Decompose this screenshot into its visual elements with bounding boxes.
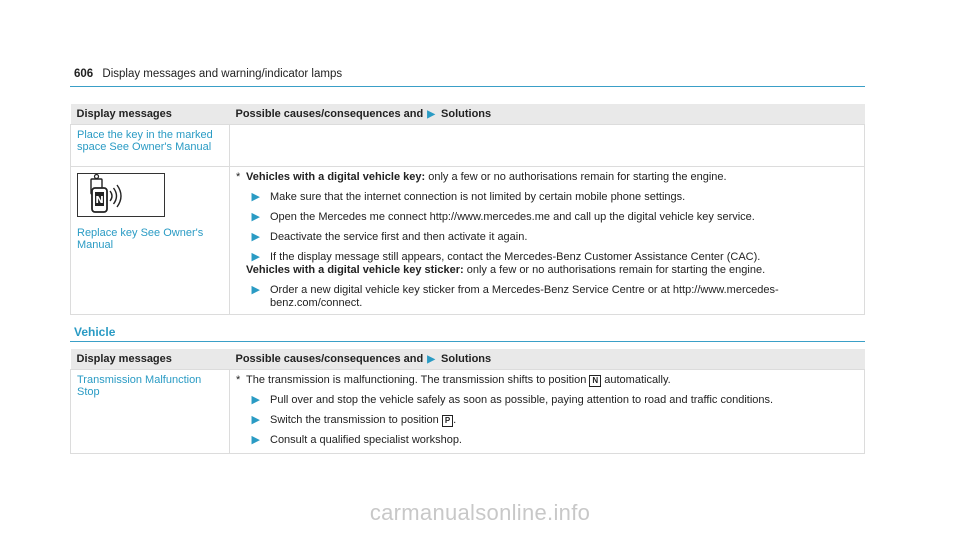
- solution-step: ▶ Pull over and stop the vehicle safely as soon as possible, paying attention to road and traffic conditions.: [236, 394, 858, 407]
- table-header-row: [71, 104, 865, 125]
- watermark: carmanualsonline.info: [369, 500, 591, 525]
- vehicle-messages-table: [70, 349, 865, 454]
- table-row: [71, 370, 865, 454]
- message-place-key: Place the key in the marked space See Owner's Manual: [71, 125, 230, 167]
- gear-p-symbol: P: [442, 415, 453, 427]
- col-causes-header: Possible causes/consequences and ▶ Solutions: [230, 104, 865, 125]
- col-display-messages-header: Display messages: [71, 104, 230, 125]
- message-replace-key: Replace key See Owner's Manual: [77, 227, 204, 251]
- cause-digital-key: * Vehicles with a digital vehicle key: only a few or no authorisations remain for starting the engine.: [236, 171, 727, 183]
- page-header: [74, 68, 342, 80]
- arrow-icon: ▶: [251, 394, 260, 406]
- arrow-icon: ▶: [251, 231, 260, 243]
- arrow-icon: ▶: [251, 434, 260, 446]
- solution-step: ▶ Make sure that the internet connection is not limited by certain mobile phone settings.: [236, 191, 858, 204]
- arrow-icon: ▶: [251, 251, 260, 263]
- solution-step: ▶ If the display message still appears, contact the Mercedes-Benz Customer Assistance Center (CAC).: [236, 251, 858, 264]
- solution-step: ▶ Order a new digital vehicle key sticker from a Mercedes-Benz Service Centre or at http://www.mercedes-benz.com/connect.: [236, 284, 858, 310]
- solution-step: ▶ Open the Mercedes me connect http://www.mercedes.me and call up the digital vehicle key service.: [236, 211, 858, 224]
- page-number: 606: [74, 68, 94, 80]
- page-title: Display messages and warning/indicator lamps: [102, 68, 343, 80]
- section-divider: [70, 341, 865, 342]
- arrow-icon: ▶: [251, 284, 260, 296]
- solution-step: ▶ Consult a qualified specialist workshop.: [236, 434, 858, 447]
- arrow-icon: ▶: [427, 354, 435, 365]
- digital-key-phone-icon: [77, 173, 165, 217]
- arrow-icon: ▶: [251, 191, 260, 203]
- table-row: [71, 125, 865, 167]
- arrow-icon: ▶: [427, 109, 435, 120]
- message-transmission-malfunction: Transmission Malfunction Stop: [71, 370, 230, 454]
- header-divider: [70, 86, 865, 87]
- table-header-row: [71, 349, 865, 370]
- arrow-icon: ▶: [251, 211, 260, 223]
- col-causes-header: Possible causes/consequences and ▶ Solutions: [230, 349, 865, 370]
- col-display-messages-header: Display messages: [71, 349, 230, 370]
- gear-n-symbol: N: [589, 375, 601, 387]
- cause-transmission: * The transmission is malfunctioning. The transmission shifts to position N automatically.: [236, 374, 671, 386]
- solution-step: ▶ Deactivate the service first and then activate it again.: [236, 231, 858, 244]
- cause-digital-key-sticker: Vehicles with a digital vehicle key sticker: only a few or no authorisations remain for starting the engine.: [246, 264, 766, 276]
- arrow-icon: ▶: [251, 414, 260, 426]
- svg-text:N: N: [95, 195, 104, 206]
- table-row: [71, 167, 865, 315]
- key-messages-table: [70, 104, 865, 315]
- section-title-vehicle: Vehicle: [74, 325, 116, 339]
- solution-step: ▶ Switch the transmission to position P .: [236, 414, 858, 427]
